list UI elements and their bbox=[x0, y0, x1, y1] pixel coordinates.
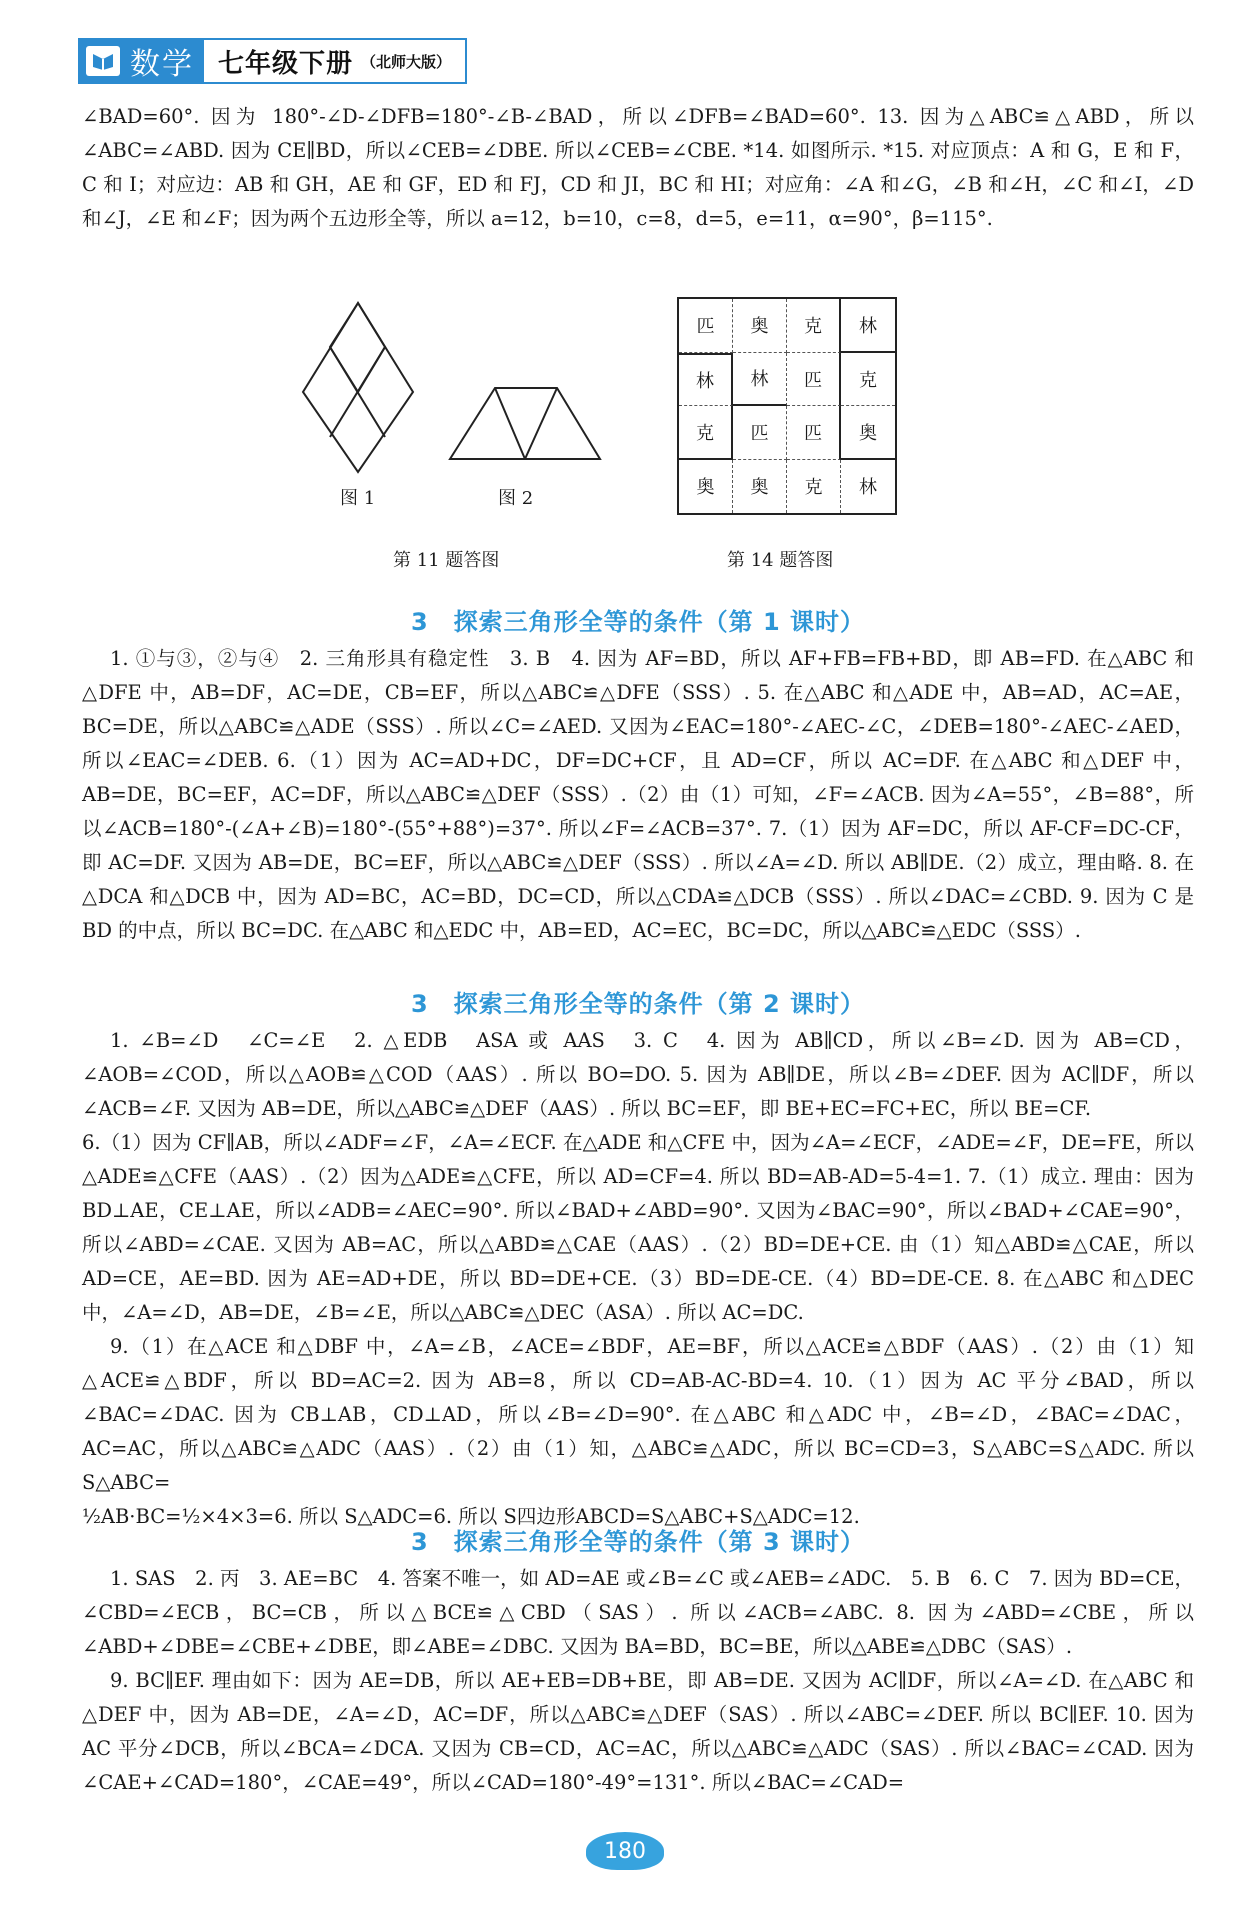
subject-label: 数学 bbox=[130, 47, 194, 82]
grid-cell: 奥 bbox=[733, 299, 787, 353]
section-lesson-3 bbox=[82, 1522, 1194, 1800]
subject-tab bbox=[78, 38, 204, 84]
grid-cell: 奥 bbox=[841, 406, 895, 460]
intro-block bbox=[82, 100, 1194, 236]
answer-figure-11 bbox=[0, 0, 1250, 600]
grid-cell: 林 bbox=[841, 299, 895, 353]
rhombus-figure bbox=[303, 303, 413, 472]
grid-cell: 林 bbox=[733, 353, 787, 407]
grid-cell: 匹 bbox=[787, 353, 841, 407]
section-paragraph: 1. SAS 2. 丙 3. AE=BC 4. 答案不唯一，如 AD=AE 或∠B=∠C 或∠AEB=∠ADC. 5. B 6. C 7. 因为 BD=CE，∠CBD=∠ECB，BC=CB，所以△BCE≌△CBD（SAS）. 所以∠ACB=∠ABC. 8. 因为∠ABD=∠CBE，所以∠ABD+∠DBE=∠CBE+∠DBE，即∠ABE=∠DBC. 又因为 BA=BD，BC=BE，所以△ABE≌△DBC（SAS）. bbox=[82, 1567, 1194, 1658]
grid-cell: 匹 bbox=[679, 299, 733, 353]
grid-cell: 奥 bbox=[733, 460, 787, 514]
section-lesson-1 bbox=[82, 602, 1194, 948]
trapezoid-figure bbox=[450, 388, 600, 459]
section-paragraph: 1. ①与③，②与④ 2. 三角形具有稳定性 3. B 4. 因为 AF=BD，所以 AF+FB=FB+BD，即 AB=FD. 在△ABC 和△DFE 中，AB=DF，AC=DE，CB=EF，所以△ABC≌△DFE（SSS）. 5. 在△ABC 和△ADE 中，AB=AD，AC=AE，BC=DE，所以△ABC≌△ADE（SSS）. 所以∠C=∠AED. 又因为∠EAC=180°-∠AEC-∠C，∠DEB=180°-∠AEC-∠AED，所以∠EAC=∠DEB. 6.（1）因为 AC=AD+DC，DF=DC+CF，且 AD=CF，所以 AC=DF. 在△ABC 和△DEF 中，AB=DE，BC=EF，AC=DF，所以△ABC≌△DEF（SSS）.（2）由（1）可知，∠F=∠ACB. 因为∠A=55°，∠B=88°，所以∠ACB=180°-(∠A+∠B)=180°-(55°+88°)=37°. 所以∠F=∠ACB=37°. 7.（1）因为 AF=DC，所以 AF-CF=DC-CF，即 AC=DF. 又因为 AB=DE，BC=EF，所以△ABC≌△DEF（SSS）. 所以∠A=∠D. 所以 AB∥DE.（2）成立，理由略. 8. 在△DCA 和△DCB 中，因为 AD=BC，AC=BD，DC=CD，所以△CDA≌△DCB（SSS）. 所以∠DAC=∠CBD. 9. 因为 C 是 BD 的中点，所以 BC=DC. 在△ABC 和△EDC 中，AB=ED，AC=EC，BC=DC，所以△ABC≌△EDC（SSS）. bbox=[82, 647, 1194, 942]
edition-label: （北师大版） bbox=[361, 52, 452, 71]
figures-area bbox=[0, 0, 1250, 600]
grid-cell: 奥 bbox=[679, 460, 733, 514]
grid-cell: 匹 bbox=[787, 406, 841, 460]
section-paragraph: 9.（1）在△ACE 和△DBF 中，∠A=∠B，∠ACE=∠BDF，AE=BF，所以△ACE≌△BDF（AAS）.（2）由（1）知△ACE≌△BDF，所以 BD=AC=2. 因为 AB=8，所以 CD=AB-AC-BD=4. 10.（1）因为 AC 平分∠BAD，所以∠BAC=∠DAC. 因为 CB⊥AB，CD⊥AD，所以∠B=∠D=90°. 在△ABC 和△ADC 中，∠B=∠D，∠BAC=∠DAC，AC=AC，所以△ABC≌△ADC（AAS）.（2）由（1）知，△ABC≌△ADC，所以 BC=CD=3，S△ABC=S△ADC. 所以 S△ABC= bbox=[82, 1335, 1194, 1494]
grid-cell: 克 bbox=[679, 406, 733, 460]
figure-2-label: 图 2 bbox=[498, 488, 534, 509]
page-number-badge: 180 bbox=[586, 1832, 664, 1870]
grid-cell: 匹 bbox=[733, 406, 787, 460]
section-paragraph: ½AB·BC=½×4×3=6. 所以 S△ADC=6. 所以 S四边形ABCD=S△ABC+S△ADC=12. bbox=[82, 1505, 860, 1528]
grade-label: 七年级下册 bbox=[218, 48, 354, 79]
grid-cell: 林 bbox=[859, 477, 877, 499]
section-paragraph: 1. ∠B=∠D ∠C=∠E 2. △EDB ASA 或 AAS 3. C 4. 因为 AB∥CD，所以∠B=∠D. 因为 AB=CD，∠AOB=∠COD，所以△AOB≌△COD（AAS）. 所以 BO=DO. 5. 因为 AB∥DE，所以∠B=∠DEF. 因为 AC∥DF，所以∠ACB=∠F. 又因为 AB=DE，所以△ABC≌△DEF（AAS）. 所以 BC=EF，即 BE+EC=FC+EC，所以 BE=CF. bbox=[82, 1029, 1194, 1120]
grade-box bbox=[204, 38, 467, 84]
figure-1-label: 图 1 bbox=[340, 488, 376, 509]
section-title: 3 探索三角形全等的条件（第 3 课时） bbox=[410, 1528, 866, 1556]
section-paragraph: 9. BC∥EF. 理由如下：因为 AE=DB，所以 AE+EB=DB+BE，即 AB=DE. 又因为 AC∥DF，所以∠A=∠D. 在△ABC 和△DEF 中，因为 AB=DE，∠A=∠D，AC=DF，所以△ABC≌△DEF（SAS）. 所以∠ABC=∠DEF. 所以 BC∥EF. 10. 因为 AC 平分∠DCB，所以∠BCA=∠DCA. 又因为 CB=CD，AC=AC，所以△ABC≌△ADC（SAS）. 所以∠BAC=∠CAD. 因为∠CAE+∠CAD=180°，∠CAE=49°，所以∠CAD=180°-49°=131°. 所以∠BAC=∠CAD= bbox=[82, 1669, 1194, 1794]
grid-cell: 克 bbox=[787, 299, 841, 353]
page-header bbox=[78, 38, 467, 84]
grid-cell: 林 bbox=[679, 353, 733, 407]
caption-question-11: 第 11 题答图 bbox=[393, 550, 500, 571]
section-title: 3 探索三角形全等的条件（第 2 课时） bbox=[410, 990, 866, 1018]
grid-cell: 克 bbox=[841, 353, 895, 407]
section-title: 3 探索三角形全等的条件（第 1 课时） bbox=[410, 608, 866, 636]
grid-cell: 克 bbox=[787, 460, 841, 514]
answer-grid-14 bbox=[677, 297, 897, 515]
intro-text: ∠BAD=60°. 因为 180°-∠D-∠DFB=180°-∠B-∠BAD，所以∠DFB=∠BAD=60°. 13. 因为△ABC≌△ABD，所以∠ABC=∠ABD. 因为 CE∥BD，所以∠CEB=∠DBE. 所以∠CEB=∠CBE. *14. 如图所示. *15. 对应顶点：A 和 G，E 和 F，C 和 I；对应边：AB 和 GH，AE 和 GF，ED 和 FJ，CD 和 JI，BC 和 HI；对应角：∠A 和∠G，∠B 和∠H，∠C 和∠I，∠D 和∠J，∠E 和∠F；因为两个五边形全等，所以 a=12，b=10，c=8，d=5，e=11，α=90°，β=115°. bbox=[82, 105, 1194, 230]
section-paragraph: 6.（1）因为 CF∥AB，所以∠ADF=∠F，∠A=∠ECF. 在△ADE 和△CFE 中，因为∠A=∠ECF，∠ADE=∠F，DE=FE，所以△ADE≌△CFE（AAS）.（2）因为△ADE≌△CFE，所以 AD=CF=4. 所以 BD=AB-AD=5-4=1. 7.（1）成立. 理由：因为 BD⊥AE，CE⊥AE，所以∠ADB=∠AEC=90°. 所以∠BAD+∠ABD=90°. 又因为∠BAC=90°，所以∠BAD+∠CAE=90°，所以∠ABD=∠CAE. 又因为 AB=AC，所以△ABD≌△CAE（AAS）.（2）BD=DE+CE. 由（1）知△ABD≌△CAE，所以 AD=CE，AE=BD. 因为 AE=AD+DE，所以 BD=DE+CE.（3）BD=DE-CE.（4）BD=DE-CE. 8. 在△ABC 和△DEC 中，∠A=∠D，AB=DE，∠B=∠E，所以△ABC≌△DEC（ASA）. 所以 AC=DC. bbox=[82, 1131, 1194, 1324]
caption-question-14: 第 14 题答图 bbox=[727, 550, 834, 571]
book-logo-icon bbox=[86, 46, 120, 76]
section-lesson-2 bbox=[82, 984, 1194, 1534]
